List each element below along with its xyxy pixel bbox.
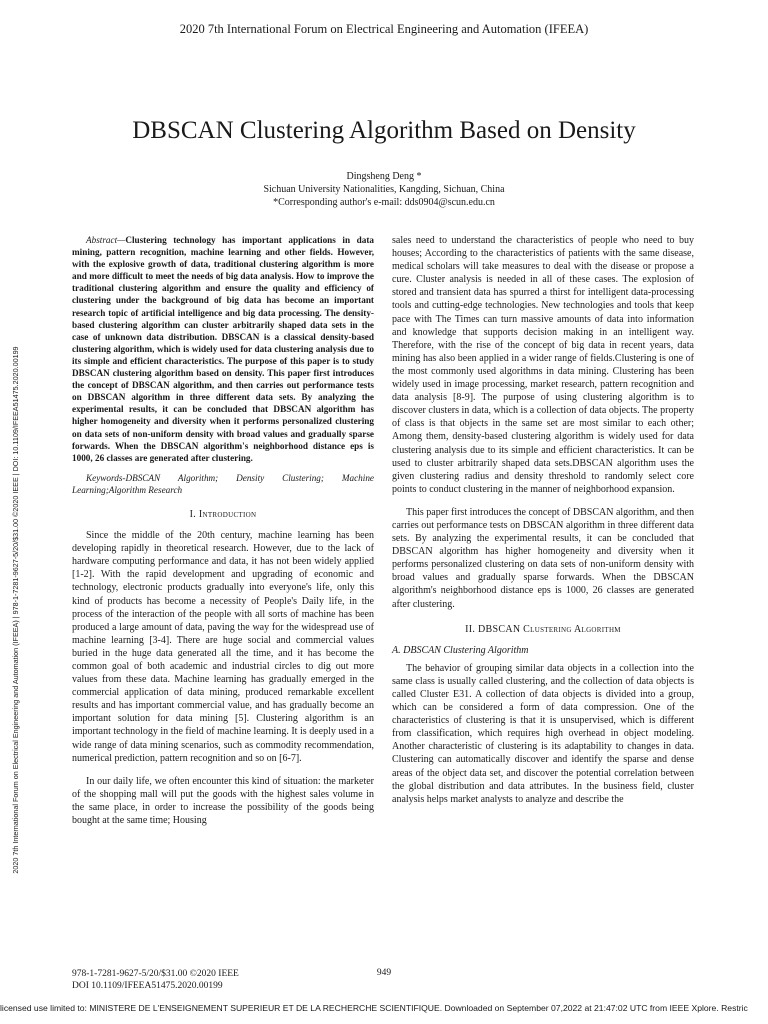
paragraph-gap (392, 496, 694, 506)
dbscan-paragraph-1: The behavior of grouping similar data objects in a collection into the same class is usually called clustering, and the collection of data objects is called Cluster E31. A collection of data objects is divided into a group, which can be considered a form of data compression. One of the characteristics of clustering is that it is unsupervised, which is different from classification, which requires high overhead in object modeling. Another characteristic of clustering is its adaptability to changes in data. Clustering can automatically discover and identify the sparse and dense areas of the object data set, and discover the potential correlation between the global distribution and data attributes. In the business field, cluster analysis helps market analysts to analyze and describe the (392, 662, 694, 805)
author-name: Dingsheng Deng * (346, 171, 422, 182)
conference-header: 2020 7th International Forum on Electrical Engineering and Automation (IFEEA) (179, 22, 589, 36)
subsection-heading-dbscan: A. DBSCAN Clustering Algorithm (392, 644, 529, 656)
author-affiliation: Sichuan University Nationalities, Kangding, Sichuan, China (263, 184, 505, 195)
section-heading-dbscan: II. DBSCAN Clustering Algorithm (465, 623, 621, 635)
license-notice: licensed use limited to: MINISTERE DE L'ENSEIGNEMENT SUPERIEUR ET DE LA RECHERCHE SCIENTIFIQUE. Downloaded on September 07,2022 at 21:47:02 UTC from IEEE Xplore. Restric (0, 1003, 748, 1013)
corresponding-email: *Corresponding author's e-mail: dds0904@scun.edu.cn (273, 197, 495, 208)
footer-doi: DOI 10.1109/IFEEA51475.2020.00199 (72, 981, 223, 991)
paper-title: DBSCAN Clustering Algorithm Based on Density (132, 117, 636, 144)
keywords: Keywords-DBSCAN Algorithm; Density Clustering; Machine Learning;Algorithm Research (72, 472, 374, 495)
left-column (72, 234, 374, 827)
section-heading-introduction: I. Introduction (189, 508, 257, 520)
abstract (72, 234, 374, 464)
side-strip-text: 2020 7th International Forum on Electrical Engineering and Automation (IFEEA) | 978-1-7281-9627-5/20/$31.00 ©2020 IEEE | DOI: 10.1109/IFEEA51475.2020.00199 (11, 346, 20, 874)
right-paragraph-2: This paper first introduces the concept of DBSCAN algorithm, and then carries out performance tests on DBSCAN algorithm in three different data sets. By analyzing the experimental results, it can be concluded that DBSCAN algorithm has higher homogeneity and diversity when it performs personalized clustering on data sets of non-uniform density with broad values and gradually sparse forwards. When the DBSCAN algorithm's neighborhood distance eps is 1000, 26 classes are generated after clustering. (392, 506, 694, 610)
footer-isbn: 978-1-7281-9627-5/20/$31.00 ©2020 IEEE (72, 969, 239, 979)
right-paragraph-1: sales need to understand the characteristics of people who need to buy houses; According to the characteristics of patients with the same disease, medical scholars will take measures to deal with the disease or propose a cure. Cluster analysis is needed in all of these cases. The explosion of stored and transient data has spurred a thirst for intelligent data-processing tools and cutting-edge technologies. New technologies and tools that keep pace with The Times can turn massive amounts of data into information and knowledge that supports decision making in an intelligent way. Therefore, with the rise of the concept of big data in recent years, data mining has also been applied in a wider range of fields.Clustering is one of the most commonly used algorithms in data mining. Clustering has been widely used in image processing, market research, pattern recognition and data analysis [8-9]. The purpose of using clustering algorithm is to discover clusters in data, which is a collection of data objects. The property of class is that objects in the same set are most similar to each other; Among them, density-based clustering algorithm is widely used for data clustering analysis due to its simple and efficient characteristics. It can be used to cluster arbitrarily shaped data sets.DBSCAN algorithm uses the given clustering radius and density threshold to randomly select core points to conduct clustering in the manner of neighborhood expansion. (392, 235, 694, 495)
side-publication-strip (8, 240, 24, 980)
author-block (0, 170, 768, 209)
intro-paragraph-2: In our daily life, we often encounter this kind of situation: the marketer of the shopping mall will put the goods with the highest sales volume in the same place, in order to increase the possibility of the goods being bought at the same time; Housing (72, 775, 374, 827)
page-number: 949 (376, 968, 392, 978)
paragraph-gap (72, 765, 374, 775)
right-column (392, 234, 694, 806)
abstract-text: Clustering technology has important applications in data mining, pattern recognition, machine learning and other fields. However, with the explosive growth of data, traditional clustering algorithm is more and more difficult to meet the needs of big data analysis. How to improve the traditional clustering algorithm and ensure the quality and efficiency of clustering under the background of big data has become an important research topic of artificial intelligence and big data processing. The density-based clustering algorithm can cluster arbitrarily shaped data sets in the case of unknown data distribution. DBSCAN is a classical density-based clustering algorithm, which is widely used for data clustering analysis due to its simple and efficient characteristics. The purpose of this paper is to study DBSCAN clustering algorithm based on density. This paper first introduces the concept of DBSCAN algorithm, and then carries out performance tests on DBSCAN algorithm in three different data sets. By analyzing the experimental results, it can be concluded that DBSCAN algorithm has higher homogeneity and diversity when it performs personalized clustering on data sets of non-uniform density with broad values and gradually sparse forwards. When the DBSCAN algorithm's neighborhood distance eps is 1000, 26 classes are generated after clustering. (72, 235, 374, 463)
abstract-lead: Abstract— (86, 235, 126, 245)
intro-paragraph-1: Since the middle of the 20th century, machine learning has been developing rapidly in theoretical research. However, due to the lack of hardware computing performance and data, it has not been widely applied [1-2]. With the rapid development and upgrading of economic and technology, electronic products gradually into everyone's life, only this kind of products has become a necessity of People's Daily life, in the process of the interaction of the people with all sorts of machine has been produced a large amount of data, paving the way for the widespread use of machine learning [3-4]. There are huge social and commercial values buried in the huge data generated all the time, and it has become the common goal of both academic and industrial circles to dig out more values from these data. Machine learning has gradually emerged in the commercial application of data mining, produced remarkable excellent results and has important commercial value, and has gradually become an important solution for data mining [5]. Clustering algorithm is an important technology in the field of machine learning. It is deeply used in a wide range of data mining scenarios, such as commodity recommendation, numerical prediction, pattern recognition and so on [6-7]. (72, 530, 374, 764)
